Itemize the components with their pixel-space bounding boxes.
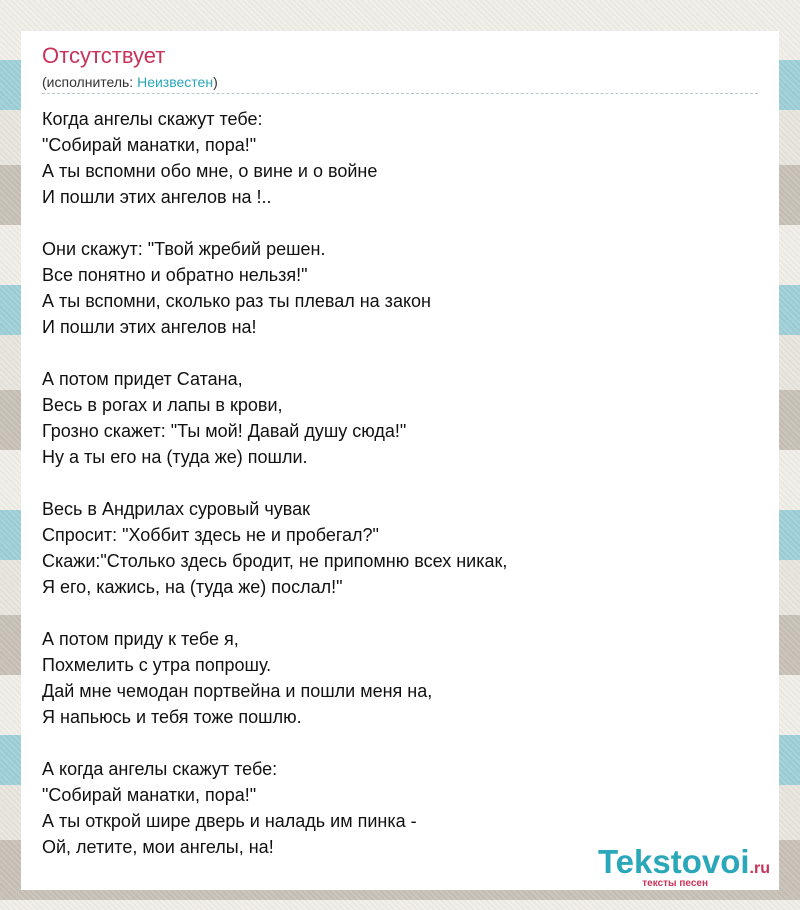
stanza bbox=[42, 106, 742, 210]
lyric-line: А потом приду к тебе я, bbox=[42, 629, 239, 649]
lyric-line: Ну а ты его на (туда же) пошли. bbox=[42, 447, 308, 467]
lyric-line: Грозно скажет: "Ты мой! Давай душу сюда!" bbox=[42, 421, 407, 441]
lyric-line: А ты открой шире дверь и наладь им пинка - bbox=[42, 811, 417, 831]
lyric-line: И пошли этих ангелов на !.. bbox=[42, 187, 272, 207]
song-title: Отсутствует bbox=[42, 43, 166, 68]
lyrics-card bbox=[21, 31, 779, 890]
lyrics-body bbox=[42, 106, 742, 886]
lyric-line: Спросит: "Хоббит здесь не и пробегал?" bbox=[42, 525, 379, 545]
lyric-line: Весь в Андрилах суровый чувак bbox=[42, 499, 310, 519]
artist-suffix: ) bbox=[213, 74, 218, 90]
logo-tld: .ru bbox=[749, 860, 770, 877]
artist-link[interactable]: Неизвестен bbox=[137, 74, 214, 90]
stanza bbox=[42, 236, 742, 340]
stanza bbox=[42, 496, 742, 600]
artist-prefix: (исполнитель: bbox=[42, 74, 138, 90]
lyric-line: А когда ангелы скажут тебе: bbox=[42, 759, 278, 779]
lyric-line: "Собирай манатки, пора!" bbox=[42, 135, 257, 155]
stanza bbox=[42, 366, 742, 470]
artist-line bbox=[42, 73, 218, 91]
lyric-line: Похмелить с утра попрошу. bbox=[42, 655, 272, 675]
logo-tagline: тексты песен bbox=[642, 878, 708, 889]
lyric-line: Все понятно и обратно нельзя!" bbox=[42, 265, 308, 285]
lyric-line: А ты вспомни обо мне, о вине и о войне bbox=[42, 161, 378, 181]
lyric-line: Они скажут: "Твой жребий решен. bbox=[42, 239, 326, 259]
site-logo[interactable] bbox=[597, 843, 770, 889]
logo-name: Tekstovoi bbox=[597, 843, 750, 880]
lyric-line: Ой, летите, мои ангелы, на! bbox=[42, 837, 274, 857]
lyric-line: А ты вспомни, сколько раз ты плевал на закон bbox=[42, 291, 431, 311]
lyric-line: Когда ангелы скажут тебе: bbox=[42, 109, 263, 129]
stanza bbox=[42, 626, 742, 730]
lyric-line: "Собирай манатки, пора!" bbox=[42, 785, 257, 805]
lyric-line: А потом придет Сатана, bbox=[42, 369, 243, 389]
lyric-line: Я его, кажись, на (туда же) послал!" bbox=[42, 577, 343, 597]
lyric-line: И пошли этих ангелов на! bbox=[42, 317, 257, 337]
title-divider bbox=[42, 93, 758, 94]
lyric-line: Я напьюсь и тебя тоже пошлю. bbox=[42, 707, 302, 727]
lyric-line: Скажи:"Столько здесь бродит, не припомню всех никак, bbox=[42, 551, 508, 571]
lyric-line: Весь в рогах и лапы в крови, bbox=[42, 395, 283, 415]
lyric-line: Дай мне чемодан портвейна и пошли меня на, bbox=[42, 681, 433, 701]
